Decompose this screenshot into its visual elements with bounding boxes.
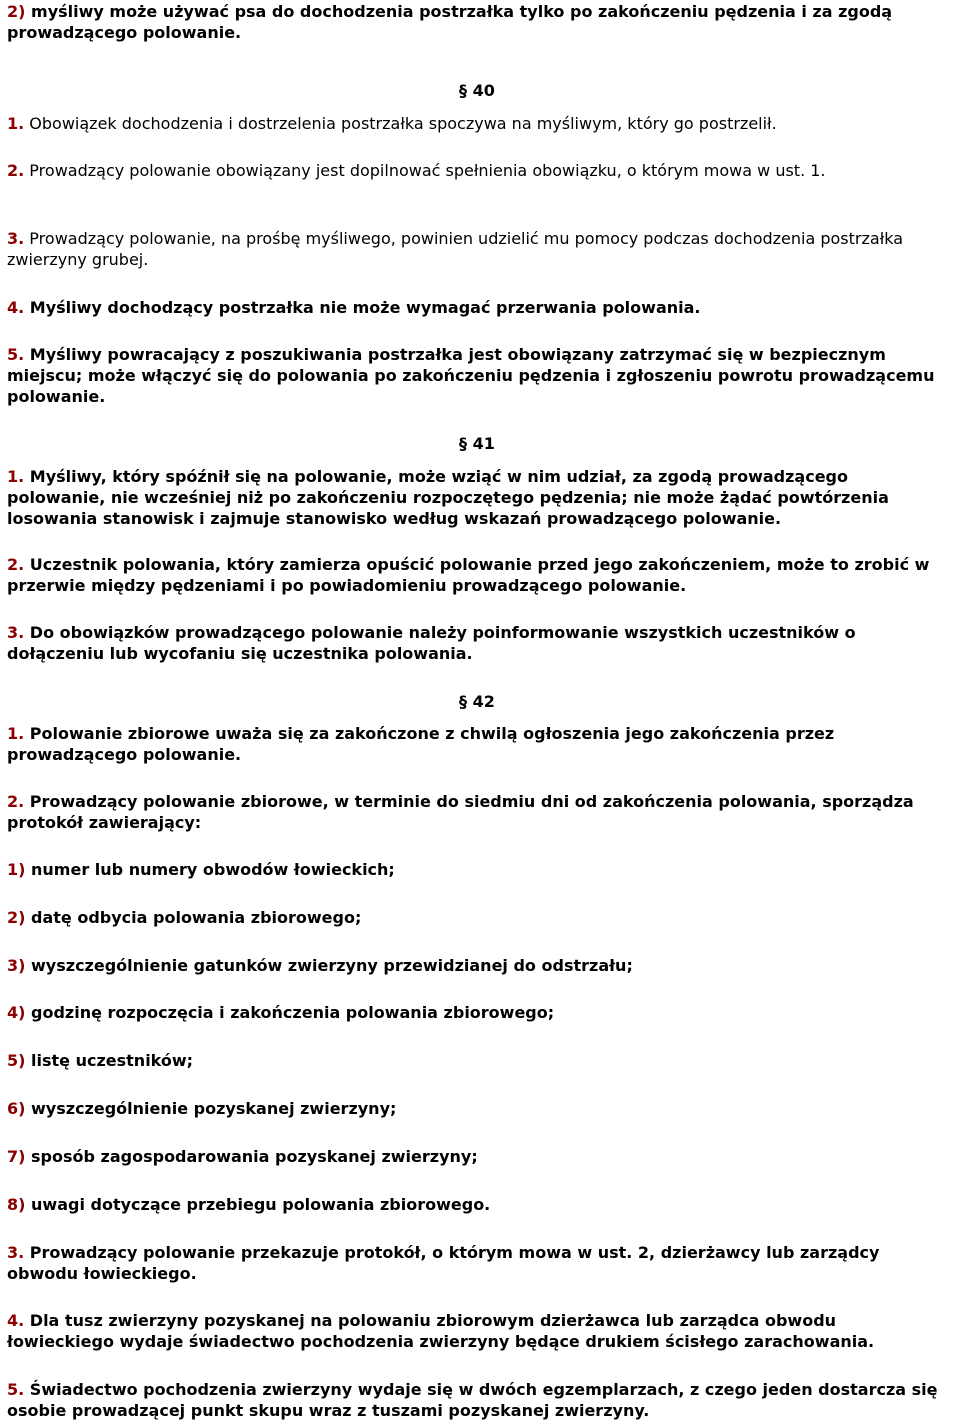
item-number: 5.	[7, 345, 25, 364]
item-text: Myśliwy, który spóźnił się na polowanie, może wziąć w nim udział, za zgodą prowadzącego polowanie, nie wcześniej niż po zakończeniu rozpoczętego pędzenia; nie może żądać powtórzenia losowania stanowisk i zajmuje stanowisko według wskazań prowadzącego polowanie.	[7, 467, 889, 528]
item-text: Prowadzący polowanie zbiorowe, w terminie do siedmiu dni od zakończenia polowania, sporządza protokół zawierający:	[7, 792, 914, 832]
item-number: 2.	[7, 161, 25, 180]
item-number: 6)	[7, 1099, 26, 1118]
item-number: 1)	[7, 860, 26, 879]
paragraph	[7, 160, 959, 181]
item-text: Dla tusz zwierzyny pozyskanej na polowaniu zbiorowym dzierżawca lub zarządca obwodu łowieckiego wydaje świadectwo pochodzenia zwierzyny będące drukiem ścisłego zarachowania.	[7, 1311, 875, 1351]
item-text: Uczestnik polowania, który zamierza opuścić polowanie przed jego zakończeniem, może to zrobić w przerwie między pędzeniami i po powiadomieniu prowadzącego polowanie.	[7, 555, 930, 595]
paragraph	[7, 113, 959, 134]
paragraph	[7, 791, 959, 833]
item-text: Myśliwy powracający z poszukiwania postrzałka jest obowiązany zatrzymać się w bezpiecznym miejscu; może włączyć się do polowania po zakończeniu pędzenia i zgłoszeniu powrotu prowadzącemu polowanie.	[7, 345, 935, 406]
item-number: 4)	[7, 1003, 26, 1022]
item-text: listę uczestników;	[25, 1051, 194, 1070]
list-item	[7, 1002, 959, 1023]
list-item	[7, 1098, 959, 1119]
item-number: 1.	[7, 467, 25, 486]
item-number: 3)	[7, 956, 26, 975]
item-number: 3.	[7, 1243, 25, 1262]
item-number: 7)	[7, 1147, 26, 1166]
item-text: wyszczególnienie pozyskanej zwierzyny;	[25, 1099, 397, 1118]
list-item	[7, 859, 959, 880]
section-heading: § 40	[459, 81, 495, 100]
section-heading: § 42	[459, 692, 495, 711]
item-number: 3.	[7, 623, 25, 642]
item-number: 2)	[7, 908, 26, 927]
item-number: 5.	[7, 1380, 25, 1399]
item-number: 5)	[7, 1051, 26, 1070]
item-number: 3.	[7, 229, 25, 248]
list-item	[7, 1194, 959, 1215]
item-number: 4.	[7, 298, 25, 317]
paragraph	[7, 344, 942, 407]
section-heading: § 41	[459, 434, 495, 453]
paragraph	[7, 228, 959, 270]
item-number: 2.	[7, 792, 25, 811]
item-text: Obowiązek dochodzenia i dostrzelenia postrzałka spoczywa na myśliwym, który go postrzelił.	[24, 114, 777, 133]
list-item	[7, 1146, 959, 1167]
item-text: wyszczególnienie gatunków zwierzyny przewidzianej do odstrzału;	[25, 956, 633, 975]
item-text: sposób zagospodarowania pozyskanej zwierzyny;	[25, 1147, 478, 1166]
item-text: datę odbycia polowania zbiorowego;	[25, 908, 362, 927]
item-text: Do obowiązków prowadzącego polowanie należy poinformowanie wszystkich uczestników o dołączeniu lub wycofaniu się uczestnika polowania.	[7, 623, 856, 663]
paragraph	[7, 1242, 942, 1284]
item-number: 8)	[7, 1195, 26, 1214]
item-text: uwagi dotyczące przebiegu polowania zbiorowego.	[25, 1195, 491, 1214]
paragraph	[7, 466, 942, 529]
item-text: godzinę rozpoczęcia i zakończenia polowania zbiorowego;	[25, 1003, 555, 1022]
paragraph	[7, 1, 959, 43]
item-text: Prowadzący polowanie przekazuje protokół, o którym mowa w ust. 2, dzierżawcy lub zarządcy obwodu łowieckiego.	[7, 1243, 880, 1283]
item-text: myśliwy może używać psa do dochodzenia postrzałka tylko po zakończeniu pędzenia i za zgodą prowadzącego polowanie.	[7, 2, 893, 42]
paragraph	[7, 297, 959, 318]
paragraph	[7, 1310, 942, 1352]
item-number: 1.	[7, 114, 25, 133]
item-text: Prowadzący polowanie, na prośbę myśliwego, powinien udzielić mu pomocy podczas dochodzenia postrzałka zwierzyny grubej.	[7, 229, 904, 269]
item-text: Polowanie zbiorowe uważa się za zakończone z chwilą ogłoszenia jego zakończenia przez prowadzącego polowanie.	[7, 724, 835, 764]
item-text: Myśliwy dochodzący postrzałka nie może wymagać przerwania polowania.	[24, 298, 701, 317]
item-text: Prowadzący polowanie obowiązany jest dopilnować spełnienia obowiązku, o którym mowa w ust. 1.	[24, 161, 826, 180]
item-number: 2.	[7, 555, 25, 574]
paragraph	[7, 554, 959, 596]
paragraph	[7, 1379, 959, 1421]
item-text: Świadectwo pochodzenia zwierzyny wydaje się w dwóch egzemplarzach, z czego jeden dostarcza się osobie prowadzącej punkt skupu wraz z tuszami pozyskanej zwierzyny.	[7, 1380, 938, 1420]
list-item	[7, 955, 959, 976]
item-number: 4.	[7, 1311, 25, 1330]
paragraph	[7, 622, 937, 664]
list-item	[7, 1050, 959, 1071]
list-item	[7, 907, 959, 928]
item-text: numer lub numery obwodów łowieckich;	[25, 860, 395, 879]
item-number: 2)	[7, 2, 26, 21]
item-number: 1.	[7, 724, 25, 743]
paragraph	[7, 723, 942, 765]
